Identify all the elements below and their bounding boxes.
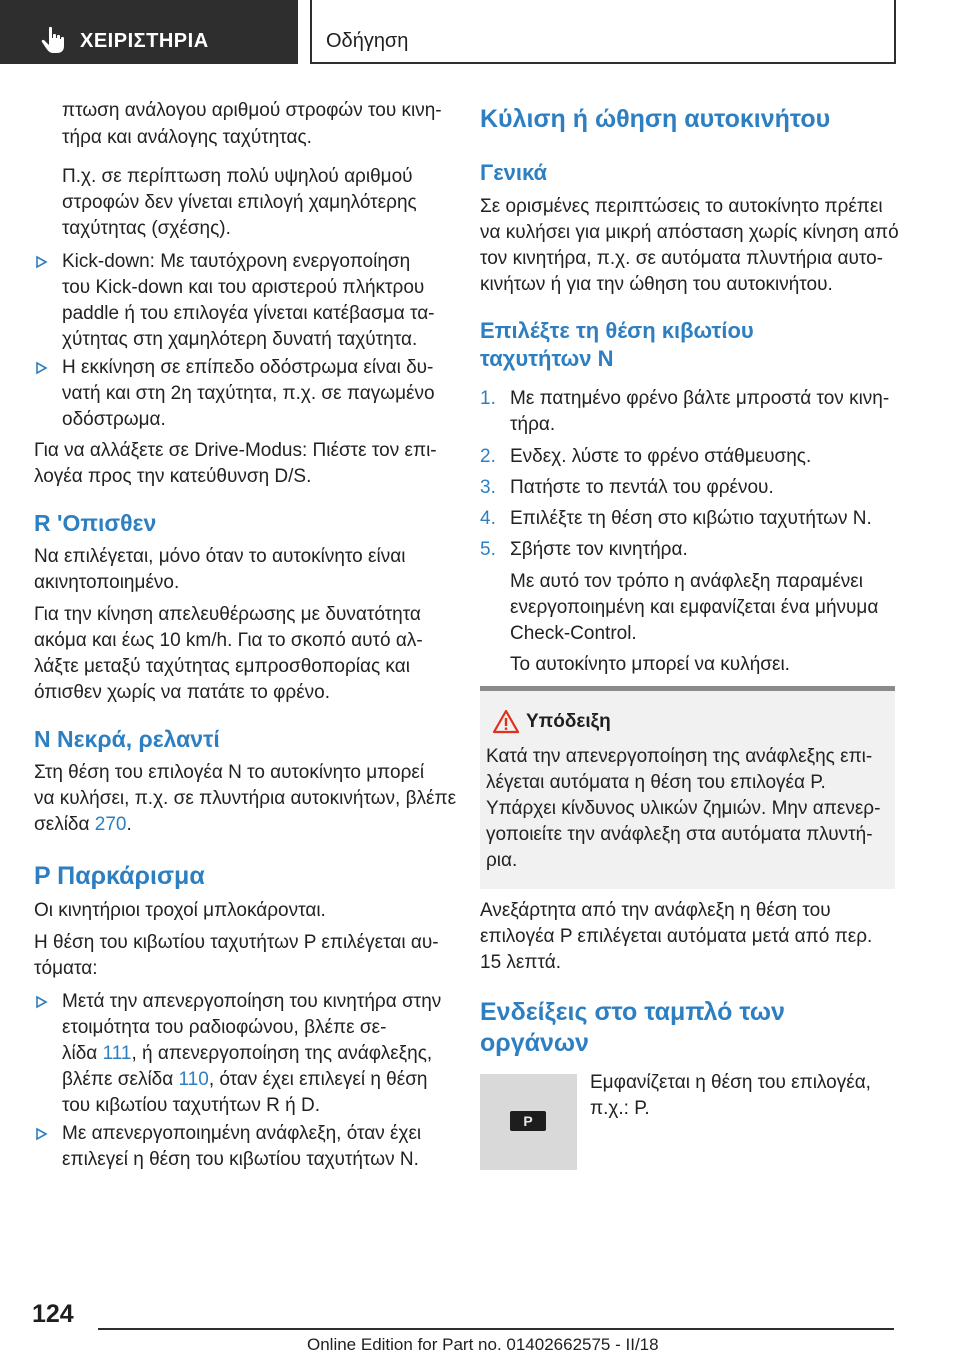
text-line: Στη θέση του επιλογέα N το αυτοκίνητο μπορεί: [34, 762, 425, 783]
step-text: Σβήστε τον κινητήρα.: [510, 539, 688, 560]
page-link-270[interactable]: 270: [94, 814, 127, 835]
note-line: γοποιείτε την ανάφλεξη στα αυτόματα πλυντή-: [486, 824, 873, 845]
text-line: Εμφανίζεται η θέση του επιλογέα,: [590, 1072, 871, 1093]
warning-triangle-icon: [492, 709, 520, 734]
text-line: ετοιμότητα του ραδιοφώνου, βλέπε σε-: [62, 1017, 387, 1038]
text-line: πτωση ανάλογου αριθμού στροφών του κινη-: [62, 100, 442, 121]
selector-indicator: [510, 1111, 546, 1131]
text-line: Check-Control.: [510, 623, 637, 644]
text-line: Το αυτοκίνητο μπορεί να κυλήσει.: [510, 654, 790, 675]
footer-edition: Online Edition for Part no. 01402662575 - II/18: [307, 1335, 659, 1354]
text-line: χύτητας στη χαμηλότερη δυνατή ταχύτητα.: [62, 329, 418, 350]
text-line: ταχύτητας (σχέσης).: [62, 218, 231, 239]
selector-glyph: P: [523, 1113, 533, 1129]
heading-select-n: Επιλέξτε τη θέση κιβωτίου: [480, 318, 754, 343]
step-text: Ενδεχ. λύστε το φρένο στάθμευσης.: [510, 446, 812, 467]
note-title: Υπόδειξη: [526, 711, 611, 732]
text-line: Μετά την απενεργοποίηση του κινητήρα στην: [62, 991, 442, 1012]
text-line: π.χ.: P.: [590, 1098, 650, 1119]
text-line: Η εκκίνηση σε επίπεδο οδόστρωμα είναι δυ-: [62, 357, 434, 378]
text-line: οδόστρωμα.: [62, 409, 166, 430]
text-line: στροφών δεν γίνεται επιλογή χαμηλότερης: [62, 192, 417, 213]
heading-display: Ενδείξεις στο ταμπλό των: [480, 998, 785, 1026]
text-line: ενεργοποιημένη και εμφανίζεται ένα μήνυμα: [510, 597, 879, 618]
page-link-111[interactable]: 111: [102, 1043, 132, 1064]
step-number: 2.: [480, 446, 496, 467]
note-line: Υπάρχει κίνδυνος υλικών ζημιών. Μην απενερ-: [486, 798, 881, 819]
page-number: 124: [32, 1300, 74, 1328]
step-text: τήρα.: [510, 414, 556, 435]
section-header: [310, 0, 896, 64]
text-line: τήρα και ανάλογης ταχύτητας.: [62, 127, 312, 148]
bullet-triangle-icon: [34, 995, 48, 1009]
bullet-triangle-icon: [34, 1127, 48, 1141]
text-line: ακόμα και έως 10 km/h. Για το σκοπό αυτό αλ-: [34, 630, 423, 651]
manual-label: ΧΕΙΡΙΣΤΗΡΙΑ: [80, 30, 209, 52]
text-line: Για να αλλάξετε σε Drive-Modus: Πιέστε τον επι-: [34, 440, 437, 461]
step-number: 1.: [480, 388, 496, 409]
heading-reverse: R 'Οπισθεν: [34, 510, 157, 536]
text-fragment: , ή απενεργοποίηση της ανάφλεξης,: [131, 1043, 433, 1064]
step-text: Πατήστε το πεντάλ του φρένου.: [510, 477, 774, 498]
text-line: όπισθεν χωρίς να πατάτε το φρένο.: [34, 682, 331, 703]
step-text: Με πατημένο φρένο βάλτε μπροστά τον κινη-: [510, 388, 890, 409]
heading-general: Γενικά: [480, 160, 548, 185]
heading-park: P Παρκάρισμα: [34, 862, 205, 890]
text-line: τον κινητήρα, π.χ. σε αυτόματα πλυντήρια αυτο-: [480, 248, 883, 269]
heading-display: οργάνων: [480, 1029, 589, 1057]
text-line: Με αυτό τον τρόπο η ανάφλεξη παραμένει: [510, 571, 864, 592]
text-line-with-link: [62, 1067, 428, 1093]
text-line: νατή και στη 2η ταχύτητα, π.χ. σε παγωμένο: [62, 383, 435, 404]
heading-select-n: ταχυτήτων N: [480, 346, 614, 371]
text-line: να κυλήσει, π.χ. σε πλυντήρια αυτοκινήτων, βλέπε: [34, 788, 457, 809]
text-line: του κιβωτίου ταχυτήτων R ή D.: [62, 1095, 321, 1116]
text-line: επιλεγεί η θέση του κιβωτίου ταχυτήτων N.: [62, 1149, 419, 1170]
text-line-with-link: [62, 1041, 432, 1067]
hand-pointer-icon: [40, 26, 66, 54]
note-line: λέγεται αυτόματα η θέση του επιλογέα P.: [486, 772, 826, 793]
text-line: τόματα:: [34, 958, 98, 979]
text-line: επιλογέα P επιλέγεται αυτόματα μετά από περ.: [480, 926, 873, 947]
bullet-triangle-icon: [34, 255, 48, 269]
text-line: Οι κινητήριοι τροχοί μπλοκάρονται.: [34, 900, 326, 921]
step-number: 5.: [480, 539, 496, 560]
text-fragment: .: [126, 814, 132, 835]
text-line: Για την κίνηση απελευθέρωσης με δυνατότητα: [34, 604, 421, 625]
heading-neutral: N Νεκρά, ρελαντί: [34, 726, 220, 752]
bullet-triangle-icon: [34, 361, 48, 375]
text-line: λογέα προς την κατεύθυνση D/S.: [34, 466, 312, 487]
page-link-110[interactable]: 110: [178, 1069, 209, 1090]
text-line: κινήτων ή για την ώθηση του αυτοκινήτου.: [480, 274, 833, 295]
note-line: Κατά την απενεργοποίηση της ανάφλεξης επι-: [486, 746, 873, 767]
instrument-display-image: [480, 1074, 577, 1170]
text-line-with-link: [34, 812, 132, 838]
text-line: ακινητοποιημένο.: [34, 572, 180, 593]
footer-divider: [98, 1328, 894, 1330]
text-line: Π.χ. σε περίπτωση πολύ υψηλού αριθμού: [62, 166, 413, 187]
text-line: Να επιλέγεται, μόνο όταν το αυτοκίνητο είναι: [34, 546, 406, 567]
step-number: 4.: [480, 508, 496, 529]
step-number: 3.: [480, 477, 496, 498]
section-label: Οδήγηση: [326, 30, 409, 52]
text-fragment: , όταν έχει επιλεγεί η θέση: [208, 1069, 428, 1090]
text-line: να κυλήσει για μικρή απόσταση χωρίς κίνηση από: [480, 222, 899, 243]
step-text: Επιλέξτε τη θέση στο κιβώτιο ταχυτήτων N.: [510, 508, 872, 529]
text-line: Με απενεργοποιημένη ανάφλεξη, όταν έχει: [62, 1123, 422, 1144]
text-line: Ανεξάρτητα από την ανάφλεξη η θέση του: [480, 900, 831, 921]
text-line: Η θέση του κιβωτίου ταχυτήτων P επιλέγεται αυ-: [34, 932, 439, 953]
text-fragment: λίδα: [62, 1043, 103, 1064]
text-line: του Kick-down και του αριστερού πλήκτρου: [62, 277, 425, 298]
text-line: λάξτε μεταξύ ταχύτητας εμπροσθοπορίας και: [34, 656, 410, 677]
warning-note: [480, 686, 895, 889]
heading-rolling: Κύλιση ή ώθηση αυτοκινήτου: [480, 105, 831, 133]
text-fragment: σελίδα: [34, 814, 95, 835]
text-fragment: βλέπε σελίδα: [62, 1069, 179, 1090]
text-line: Kick-down: Με ταυτόχρονη ενεργοποίηση: [62, 251, 411, 272]
text-line: Σε ορισμένες περιπτώσεις το αυτοκίνητο πρέπει: [480, 196, 883, 217]
text-line: 15 λεπτά.: [480, 952, 561, 973]
note-line: ρια.: [486, 850, 518, 871]
text-line: paddle ή του επιλογέα γίνεται κατέβασμα τα-: [62, 303, 435, 324]
manual-tab[interactable]: [0, 0, 298, 64]
